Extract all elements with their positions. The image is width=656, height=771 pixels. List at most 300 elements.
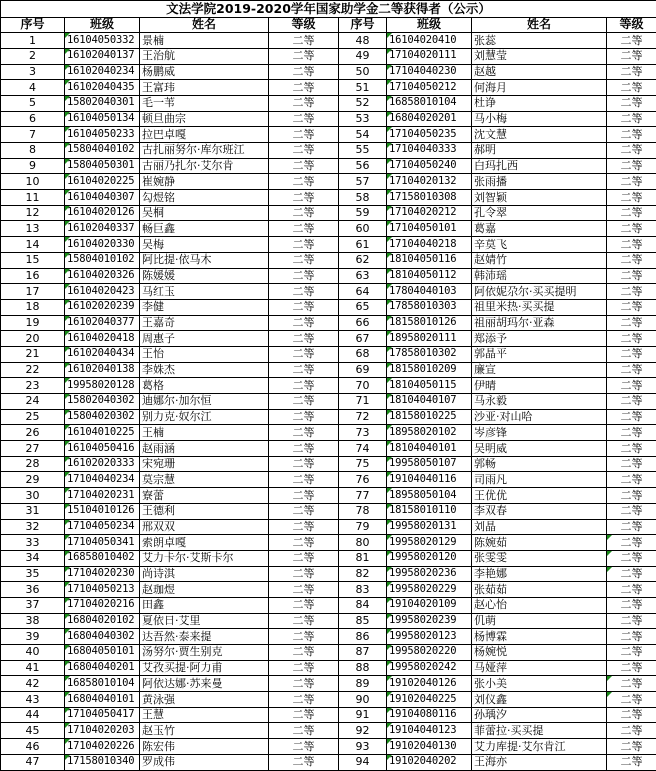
left-grade-cell: 二等 (269, 143, 339, 159)
right-class-cell: 17104050240 (387, 158, 472, 174)
table-row (1, 284, 656, 300)
left-grade-cell: 二等 (269, 394, 339, 410)
left-seq-cell: 10 (1, 174, 65, 190)
right-seq-cell: 82 (339, 566, 387, 582)
left-name-cell: 夏依日·艾里 (140, 613, 269, 629)
left-class-cell: 16104050233 (65, 127, 140, 143)
left-grade-cell: 二等 (269, 346, 339, 362)
right-seq-cell: 65 (339, 299, 387, 315)
right-name-cell: 祖里米热·买买提 (472, 299, 607, 315)
left-grade-cell: 二等 (269, 692, 339, 708)
right-seq-cell: 57 (339, 174, 387, 190)
right-name-cell: 刘慧莹 (472, 48, 607, 64)
right-class-cell: 19104040123 (387, 723, 472, 739)
left-grade-cell: 二等 (269, 190, 339, 206)
left-name-cell: 王怡 (140, 346, 269, 362)
right-seq-cell: 92 (339, 723, 387, 739)
right-class-cell: 16104020410 (387, 33, 472, 49)
right-name-cell: 菲蕾拉·买买提 (472, 723, 607, 739)
left-name-cell: 畅巨鑫 (140, 221, 269, 237)
right-grade-cell: 二等 (607, 268, 656, 284)
right-class-cell: 17858010303 (387, 299, 472, 315)
left-class-cell: 17158010340 (65, 754, 140, 770)
right-seq-cell: 83 (339, 582, 387, 598)
right-seq-cell: 66 (339, 315, 387, 331)
left-seq-cell: 25 (1, 409, 65, 425)
right-name-cell: 张小美 (472, 676, 607, 692)
left-name-cell: 宋宛珊 (140, 456, 269, 472)
table-row (1, 441, 656, 457)
left-name-cell: 寮蕾 (140, 488, 269, 504)
right-seq-cell: 58 (339, 190, 387, 206)
table-row (1, 346, 656, 362)
right-name-cell: 马永毅 (472, 394, 607, 410)
right-seq-cell: 79 (339, 519, 387, 535)
right-seq-cell: 67 (339, 331, 387, 347)
right-class-cell: 19102040126 (387, 676, 472, 692)
right-grade-cell: 二等 (607, 425, 656, 441)
table-row (1, 535, 656, 551)
table-row (1, 33, 656, 49)
right-name-cell: 赵越 (472, 64, 607, 80)
right-class-cell: 16858010104 (387, 95, 472, 111)
right-name-cell: 张雨播 (472, 174, 607, 190)
left-seq-cell: 29 (1, 472, 65, 488)
header-class: 班级 (65, 17, 140, 33)
left-name-cell: 赵雨涵 (140, 441, 269, 457)
right-class-cell: 19958020123 (387, 629, 472, 645)
right-class-cell: 18958050104 (387, 488, 472, 504)
left-name-cell: 尚诗淇 (140, 566, 269, 582)
table-row (1, 362, 656, 378)
left-seq-cell: 45 (1, 723, 65, 739)
left-grade-cell: 二等 (269, 48, 339, 64)
right-class-cell: 19102040130 (387, 739, 472, 755)
right-class-cell: 19104020109 (387, 597, 472, 613)
left-grade-cell: 二等 (269, 566, 339, 582)
right-name-cell: 伊晴 (472, 378, 607, 394)
left-grade-cell: 二等 (269, 676, 339, 692)
left-grade-cell: 二等 (269, 425, 339, 441)
table-row (1, 158, 656, 174)
right-name-cell: 司雨凡 (472, 472, 607, 488)
right-name-cell: 葛嘉 (472, 221, 607, 237)
left-class-cell: 15804020302 (65, 409, 140, 425)
left-class-cell: 16102040377 (65, 315, 140, 331)
left-name-cell: 莫宗慧 (140, 472, 269, 488)
left-class-cell: 19958020128 (65, 378, 140, 394)
left-seq-cell: 22 (1, 362, 65, 378)
right-grade-cell: 二等 (607, 299, 656, 315)
right-name-cell: 王海亦 (472, 754, 607, 770)
right-class-cell: 18958020111 (387, 331, 472, 347)
left-grade-cell: 二等 (269, 472, 339, 488)
right-class-cell: 18158010126 (387, 315, 472, 331)
left-class-cell: 16104040307 (65, 190, 140, 206)
left-seq-cell: 36 (1, 582, 65, 598)
right-seq-cell: 78 (339, 503, 387, 519)
right-class-cell: 19958050107 (387, 456, 472, 472)
left-grade-cell: 二等 (269, 111, 339, 127)
right-name-cell: 郭晶平 (472, 346, 607, 362)
right-class-cell: 19958020120 (387, 550, 472, 566)
left-name-cell: 艾孜买提·阿力甫 (140, 660, 269, 676)
left-name-cell: 阿依达娜·苏来曼 (140, 676, 269, 692)
left-name-cell: 王治航 (140, 48, 269, 64)
left-grade-cell: 二等 (269, 315, 339, 331)
right-grade-cell: 二等 (607, 754, 656, 770)
left-class-cell: 16102020333 (65, 456, 140, 472)
right-name-cell: 李双春 (472, 503, 607, 519)
right-class-cell: 16804020201 (387, 111, 472, 127)
left-seq-cell: 39 (1, 629, 65, 645)
right-seq-cell: 77 (339, 488, 387, 504)
table-row (1, 645, 656, 661)
right-class-cell: 17104020111 (387, 48, 472, 64)
left-class-cell: 16104050332 (65, 33, 140, 49)
table-row (1, 315, 656, 331)
left-name-cell: 勾煜铭 (140, 190, 269, 206)
right-name-cell: 郝明 (472, 143, 607, 159)
left-class-cell: 16102040138 (65, 362, 140, 378)
left-grade-cell: 二等 (269, 362, 339, 378)
left-seq-cell: 42 (1, 676, 65, 692)
right-grade-cell: 二等 (607, 488, 656, 504)
left-class-cell: 16104020126 (65, 205, 140, 221)
right-name-cell: 郭畅 (472, 456, 607, 472)
left-class-cell: 17104050234 (65, 519, 140, 535)
right-grade-cell: 二等 (607, 64, 656, 80)
left-grade-cell: 二等 (269, 645, 339, 661)
left-class-cell: 15804040102 (65, 143, 140, 159)
table-row (1, 425, 656, 441)
right-name-cell: 赵心怡 (472, 597, 607, 613)
left-class-cell: 17104040234 (65, 472, 140, 488)
right-grade-cell: 二等 (607, 550, 656, 566)
left-seq-cell: 20 (1, 331, 65, 347)
table-row (1, 503, 656, 519)
right-grade-cell: 二等 (607, 676, 656, 692)
left-name-cell: 迪娜尔·加尔恒 (140, 394, 269, 410)
left-class-cell: 17104020230 (65, 566, 140, 582)
table-row (1, 64, 656, 80)
left-seq-cell: 28 (1, 456, 65, 472)
right-grade-cell: 二等 (607, 143, 656, 159)
right-grade-cell: 二等 (607, 409, 656, 425)
right-grade-cell: 二等 (607, 80, 656, 96)
left-class-cell: 16102040435 (65, 80, 140, 96)
left-grade-cell: 二等 (269, 503, 339, 519)
table-row (1, 221, 656, 237)
left-grade-cell: 二等 (269, 535, 339, 551)
left-grade-cell: 二等 (269, 519, 339, 535)
table-row (1, 237, 656, 253)
right-grade-cell: 二等 (607, 284, 656, 300)
left-name-cell: 王慧 (140, 707, 269, 723)
left-grade-cell: 二等 (269, 299, 339, 315)
right-seq-cell: 61 (339, 237, 387, 253)
right-grade-cell: 二等 (607, 707, 656, 723)
left-seq-cell: 46 (1, 739, 65, 755)
left-seq-cell: 23 (1, 378, 65, 394)
right-seq-cell: 81 (339, 550, 387, 566)
left-class-cell: 15802040302 (65, 394, 140, 410)
right-seq-cell: 54 (339, 127, 387, 143)
left-name-cell: 拉巴卓嘎 (140, 127, 269, 143)
left-name-cell: 王嘉奇 (140, 315, 269, 331)
left-class-cell: 16804040201 (65, 660, 140, 676)
left-name-cell: 顿旦曲宗 (140, 111, 269, 127)
right-name-cell: 刘仪鑫 (472, 692, 607, 708)
left-grade-cell: 二等 (269, 252, 339, 268)
left-name-cell: 毛一苇 (140, 95, 269, 111)
left-grade-cell: 二等 (269, 221, 339, 237)
table-row (1, 566, 656, 582)
left-seq-cell: 6 (1, 111, 65, 127)
table-row (1, 472, 656, 488)
table-row (1, 660, 656, 676)
left-seq-cell: 41 (1, 660, 65, 676)
right-name-cell: 刘智颖 (472, 190, 607, 206)
right-seq-cell: 90 (339, 692, 387, 708)
left-grade-cell: 二等 (269, 707, 339, 723)
right-grade-cell: 二等 (607, 503, 656, 519)
left-name-cell: 古扎丽努尔·库尔班江 (140, 143, 269, 159)
left-seq-cell: 4 (1, 80, 65, 96)
left-grade-cell: 二等 (269, 268, 339, 284)
right-seq-cell: 53 (339, 111, 387, 127)
right-seq-cell: 70 (339, 378, 387, 394)
left-class-cell: 17104020216 (65, 597, 140, 613)
right-grade-cell: 二等 (607, 346, 656, 362)
table-row (1, 550, 656, 566)
right-grade-cell: 二等 (607, 456, 656, 472)
right-seq-cell: 94 (339, 754, 387, 770)
table-row (1, 331, 656, 347)
left-grade-cell: 二等 (269, 441, 339, 457)
table-row (1, 676, 656, 692)
left-seq-cell: 35 (1, 566, 65, 582)
left-seq-cell: 47 (1, 754, 65, 770)
right-seq-cell: 89 (339, 676, 387, 692)
page-title: 文法学院2019-2020学年国家助学金二等获得者（公示） (1, 1, 656, 18)
left-class-cell: 16858010104 (65, 676, 140, 692)
table-row (1, 597, 656, 613)
left-class-cell: 16804040302 (65, 629, 140, 645)
right-grade-cell: 二等 (607, 315, 656, 331)
left-seq-cell: 1 (1, 33, 65, 49)
left-grade-cell: 二等 (269, 597, 339, 613)
right-name-cell: 杜诤 (472, 95, 607, 111)
left-class-cell: 16804040101 (65, 692, 140, 708)
right-class-cell: 18104050115 (387, 378, 472, 394)
right-grade-cell: 二等 (607, 441, 656, 457)
table-row (1, 613, 656, 629)
right-class-cell: 19104040116 (387, 472, 472, 488)
right-class-cell: 18958020102 (387, 425, 472, 441)
right-seq-cell: 49 (339, 48, 387, 64)
left-class-cell: 16102040434 (65, 346, 140, 362)
right-class-cell: 17104040218 (387, 237, 472, 253)
left-name-cell: 索朗卓嘎 (140, 535, 269, 551)
left-name-cell: 马红玉 (140, 284, 269, 300)
right-grade-cell: 二等 (607, 692, 656, 708)
left-class-cell: 16804050101 (65, 645, 140, 661)
right-name-cell: 阿依妮尕尔·买买提明 (472, 284, 607, 300)
left-grade-cell: 二等 (269, 456, 339, 472)
right-name-cell: 白玛扎西 (472, 158, 607, 174)
right-name-cell: 沙亚·对山哈 (472, 409, 607, 425)
left-seq-cell: 30 (1, 488, 65, 504)
right-grade-cell: 二等 (607, 362, 656, 378)
right-name-cell: 杨婉悦 (472, 645, 607, 661)
title-row (1, 1, 656, 18)
right-seq-cell: 71 (339, 394, 387, 410)
header-name-2: 姓名 (472, 17, 607, 33)
right-grade-cell: 二等 (607, 95, 656, 111)
table-row (1, 127, 656, 143)
right-seq-cell: 76 (339, 472, 387, 488)
left-seq-cell: 38 (1, 613, 65, 629)
right-grade-cell: 二等 (607, 629, 656, 645)
table-row (1, 409, 656, 425)
right-class-cell: 17804040103 (387, 284, 472, 300)
left-name-cell: 杨鹏威 (140, 64, 269, 80)
right-seq-cell: 59 (339, 205, 387, 221)
left-seq-cell: 5 (1, 95, 65, 111)
left-class-cell: 17104050213 (65, 582, 140, 598)
right-seq-cell: 56 (339, 158, 387, 174)
left-class-cell: 17104050417 (65, 707, 140, 723)
right-name-cell: 张茹茹 (472, 582, 607, 598)
header-seq: 序号 (1, 17, 65, 33)
right-class-cell: 19958020242 (387, 660, 472, 676)
left-name-cell: 邢双双 (140, 519, 269, 535)
right-class-cell: 17104050212 (387, 80, 472, 96)
right-seq-cell: 85 (339, 613, 387, 629)
right-grade-cell: 二等 (607, 127, 656, 143)
right-seq-cell: 91 (339, 707, 387, 723)
left-grade-cell: 二等 (269, 158, 339, 174)
left-name-cell: 葛格 (140, 378, 269, 394)
left-name-cell: 王德利 (140, 503, 269, 519)
left-name-cell: 赵玉竹 (140, 723, 269, 739)
left-grade-cell: 二等 (269, 739, 339, 755)
left-grade-cell: 二等 (269, 237, 339, 253)
right-name-cell: 张雯雯 (472, 550, 607, 566)
right-grade-cell: 二等 (607, 174, 656, 190)
right-class-cell: 19102040202 (387, 754, 472, 770)
left-class-cell: 15104010126 (65, 503, 140, 519)
left-grade-cell: 二等 (269, 488, 339, 504)
left-class-cell: 16104020423 (65, 284, 140, 300)
right-name-cell: 岑彦锋 (472, 425, 607, 441)
left-class-cell: 16104010225 (65, 425, 140, 441)
right-name-cell: 沈文慧 (472, 127, 607, 143)
right-class-cell: 18104050112 (387, 268, 472, 284)
table-row (1, 174, 656, 190)
left-seq-cell: 19 (1, 315, 65, 331)
table-row (1, 268, 656, 284)
left-seq-cell: 16 (1, 268, 65, 284)
right-class-cell: 17858010302 (387, 346, 472, 362)
right-seq-cell: 62 (339, 252, 387, 268)
right-seq-cell: 80 (339, 535, 387, 551)
right-class-cell: 17104020212 (387, 205, 472, 221)
header-row (1, 17, 656, 33)
right-name-cell: 祖丽胡玛尔·亚森 (472, 315, 607, 331)
right-seq-cell: 74 (339, 441, 387, 457)
table-row (1, 80, 656, 96)
table-row (1, 629, 656, 645)
right-grade-cell: 二等 (607, 535, 656, 551)
left-name-cell: 周惠子 (140, 331, 269, 347)
left-grade-cell: 二等 (269, 284, 339, 300)
right-seq-cell: 86 (339, 629, 387, 645)
right-grade-cell: 二等 (607, 613, 656, 629)
left-seq-cell: 43 (1, 692, 65, 708)
left-class-cell: 16104020326 (65, 268, 140, 284)
right-name-cell: 杨博霖 (472, 629, 607, 645)
right-grade-cell: 二等 (607, 331, 656, 347)
right-grade-cell: 二等 (607, 582, 656, 598)
right-name-cell: 艾力库提·艾尔肯江 (472, 739, 607, 755)
left-class-cell: 16858010402 (65, 550, 140, 566)
right-name-cell: 廉宣 (472, 362, 607, 378)
right-grade-cell: 二等 (607, 237, 656, 253)
left-name-cell: 田鑫 (140, 597, 269, 613)
right-name-cell: 韩沛瑶 (472, 268, 607, 284)
left-name-cell: 汤努尔·贾生别克 (140, 645, 269, 661)
left-grade-cell: 二等 (269, 95, 339, 111)
left-name-cell: 黄泳强 (140, 692, 269, 708)
left-seq-cell: 14 (1, 237, 65, 253)
left-name-cell: 吴桐 (140, 205, 269, 221)
left-seq-cell: 37 (1, 597, 65, 613)
table-row (1, 111, 656, 127)
right-seq-cell: 73 (339, 425, 387, 441)
left-grade-cell: 二等 (269, 378, 339, 394)
table-row (1, 707, 656, 723)
right-class-cell: 17104020132 (387, 174, 472, 190)
left-name-cell: 王富玮 (140, 80, 269, 96)
right-seq-cell: 55 (339, 143, 387, 159)
left-grade-cell: 二等 (269, 127, 339, 143)
left-seq-cell: 40 (1, 645, 65, 661)
left-name-cell: 别力克·奴尔江 (140, 409, 269, 425)
left-grade-cell: 二等 (269, 613, 339, 629)
right-name-cell: 陈婉茹 (472, 535, 607, 551)
left-name-cell: 古丽乃扎尔·艾尔肯 (140, 158, 269, 174)
left-class-cell: 16104020330 (65, 237, 140, 253)
table-row (1, 190, 656, 206)
left-name-cell: 赵珈煜 (140, 582, 269, 598)
left-seq-cell: 33 (1, 535, 65, 551)
right-name-cell: 张蕊 (472, 33, 607, 49)
right-grade-cell: 二等 (607, 158, 656, 174)
right-class-cell: 19102040225 (387, 692, 472, 708)
table-row (1, 754, 656, 770)
right-seq-cell: 72 (339, 409, 387, 425)
table-row (1, 48, 656, 64)
right-name-cell: 马小梅 (472, 111, 607, 127)
right-seq-cell: 93 (339, 739, 387, 755)
left-grade-cell: 二等 (269, 33, 339, 49)
left-seq-cell: 24 (1, 394, 65, 410)
left-seq-cell: 17 (1, 284, 65, 300)
left-name-cell: 陈宏伟 (140, 739, 269, 755)
right-seq-cell: 64 (339, 284, 387, 300)
